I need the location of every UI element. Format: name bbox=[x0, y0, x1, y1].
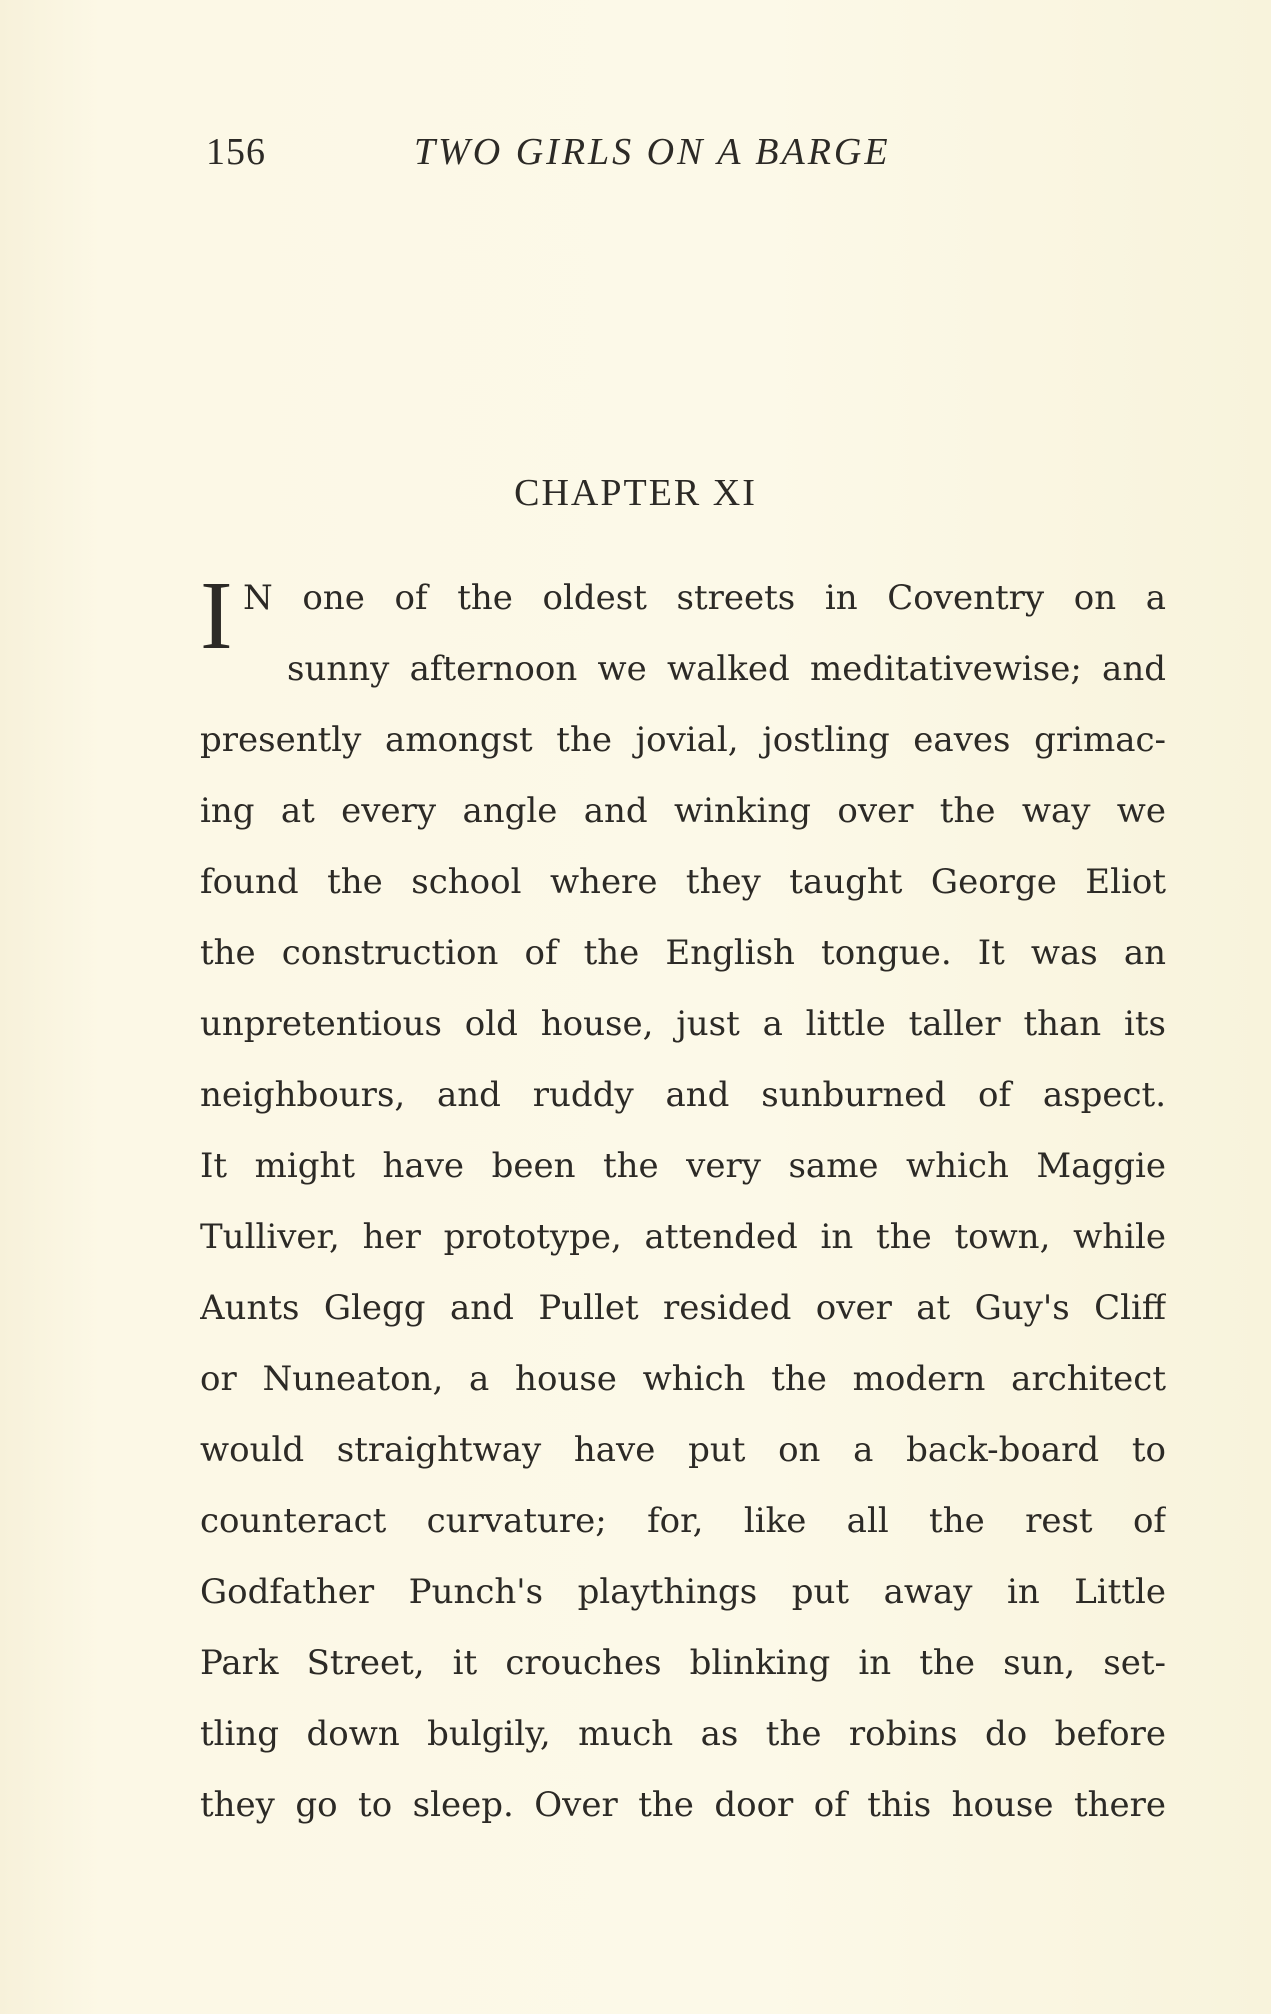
text-line: unpretentious old house, just a little taller than its bbox=[200, 1004, 1166, 1044]
page-number: 156 bbox=[206, 131, 266, 173]
text-line-first: N one of the oldest streets in Coventry on a bbox=[243, 578, 1166, 618]
text-line: would straightway have put on a back-board to bbox=[200, 1430, 1166, 1470]
text-line: presently amongst the jovial, jostling eaves grimac- bbox=[200, 720, 1166, 760]
text-line: ing at every angle and winking over the way we bbox=[200, 791, 1166, 831]
drop-cap: I bbox=[200, 562, 233, 670]
running-head bbox=[206, 130, 1006, 180]
text-line: tling down bulgily, much as the robins do before bbox=[200, 1714, 1166, 1754]
text-line: Aunts Glegg and Pullet resided over at Guy's Cliff bbox=[200, 1288, 1166, 1328]
text-line: they go to sleep. Over the door of this house there bbox=[200, 1785, 1166, 1825]
text-line: the construction of the English tongue. It was an bbox=[200, 933, 1166, 973]
text-line: Godfather Punch's playthings put away in Little bbox=[200, 1572, 1166, 1612]
body-text bbox=[200, 646, 1166, 1853]
chapter-heading: CHAPTER XI bbox=[514, 472, 757, 514]
text-line: or Nuneaton, a house which the modern architect bbox=[200, 1359, 1166, 1399]
text-line: neighbours, and ruddy and sunburned of aspect. bbox=[200, 1075, 1166, 1115]
text-line: Park Street, it crouches blinking in the sun, set- bbox=[200, 1643, 1166, 1683]
book-title: TWO GIRLS ON A BARGE bbox=[414, 131, 891, 173]
text-line: found the school where they taught George Eliot bbox=[200, 862, 1166, 902]
text-line: It might have been the very same which Maggie bbox=[200, 1146, 1166, 1186]
text-line: Tulliver, her prototype, attended in the town, while bbox=[200, 1217, 1166, 1257]
text-line: sunny afternoon we walked meditativewise; and bbox=[287, 649, 1166, 689]
text-line: counteract curvature; for, like all the rest of bbox=[200, 1501, 1166, 1541]
